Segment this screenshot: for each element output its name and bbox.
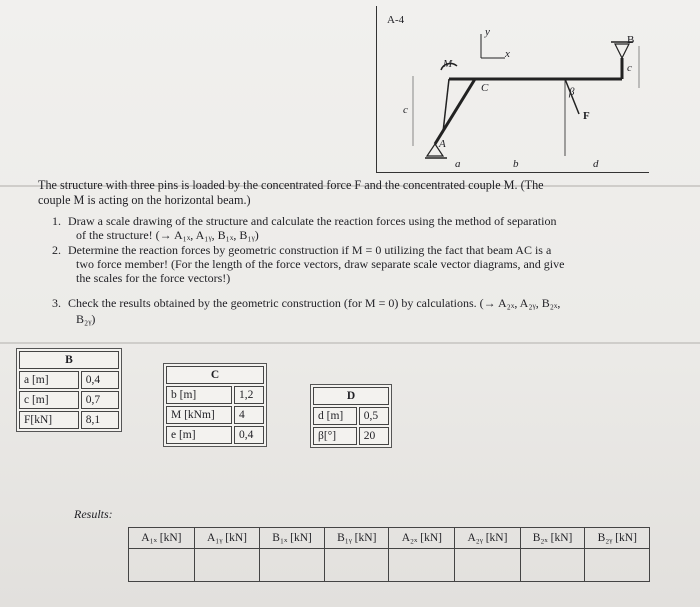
label-a: a: [455, 158, 461, 170]
param-e-label: e [m]: [166, 426, 232, 444]
results-answer-row: [129, 549, 650, 582]
task-3-line-2: B₂ᵧ): [76, 312, 96, 326]
results-header-A1y: A₁ᵧ [kN]: [194, 528, 259, 549]
param-c-value: 0,7: [81, 391, 119, 409]
result-cell-B2y[interactable]: [585, 549, 650, 582]
task-number: 2.: [52, 243, 61, 257]
task-1-line-2: of the structure! (→ A₁ₓ, A₁ᵧ, B₁ₓ, B₁ᵧ): [76, 228, 259, 242]
param-a-label: a [m]: [19, 371, 79, 389]
param-beta-value: 20: [359, 427, 389, 445]
results-table: [128, 527, 650, 582]
label-y: y: [485, 26, 490, 38]
task-3-line-1: Check the results obtained by the geometric construction (for M = 0) by calculations. (→ A₂ₓ, A₂ᵧ, B₂ₓ,: [68, 296, 561, 310]
param-e-value: 0,4: [234, 426, 264, 444]
param-F-label: F[kN]: [19, 411, 79, 429]
table-row: [313, 407, 389, 425]
param-M-value: 4: [234, 406, 264, 424]
result-cell-A2x[interactable]: [389, 549, 455, 582]
result-cell-A2y[interactable]: [455, 549, 520, 582]
results-header-A2x: A₂ₓ [kN]: [389, 528, 455, 549]
results-header-B2y: B₂ᵧ [kN]: [585, 528, 650, 549]
label-C: C: [481, 82, 489, 94]
label-c-left: c: [403, 104, 408, 116]
task-1-line-1: Draw a scale drawing of the structure and calculate the reaction forces using the method of separation: [68, 214, 557, 228]
structure-figure: [376, 6, 649, 173]
label-b: b: [513, 158, 519, 170]
label-c-right: c: [627, 62, 632, 74]
results-header-B2x: B₂ₓ [kN]: [520, 528, 585, 549]
param-F-value: 8,1: [81, 411, 119, 429]
table-D-header: D: [313, 387, 389, 405]
label-A: A: [439, 138, 446, 150]
param-b-label: b [m]: [166, 386, 232, 404]
task-2-line-2: two force member! (For the length of the force vectors, draw separate scale vector diagrams, and give: [76, 257, 565, 271]
intro-line-2: couple M is acting on the horizontal beam.): [38, 193, 251, 207]
results-header-B1x: B₁ₓ [kN]: [260, 528, 325, 549]
param-d-value: 0,5: [359, 407, 389, 425]
task-2-line-1: Determine the reaction forces by geometric construction if M = 0 utilizing the fact that beam AC is a: [68, 243, 552, 257]
table-row: [166, 426, 264, 444]
label-d: d: [593, 158, 599, 170]
results-header-B1y: B₁ᵧ [kN]: [325, 528, 389, 549]
result-cell-A1y[interactable]: [194, 549, 259, 582]
column-AC: [435, 79, 475, 144]
table-row: [19, 411, 119, 429]
table-B-header: B: [19, 351, 119, 369]
table-row: [166, 386, 264, 404]
result-cell-B2x[interactable]: [520, 549, 585, 582]
result-cell-B1y[interactable]: [325, 549, 389, 582]
label-F: F: [583, 110, 590, 122]
table-D: [310, 384, 392, 448]
param-b-value: 1,2: [234, 386, 264, 404]
results-header-A2y: A₂ᵧ [kN]: [455, 528, 520, 549]
results-header-row: [129, 528, 650, 549]
param-a-value: 0,4: [81, 371, 119, 389]
figure-title: A-4: [387, 14, 405, 26]
label-beta: β: [569, 86, 575, 98]
table-B: [16, 348, 122, 432]
table-C-header: C: [166, 366, 264, 384]
results-header-A1x: A₁ₓ [kN]: [129, 528, 195, 549]
table-row: [19, 391, 119, 409]
task-number: 3.: [52, 296, 61, 310]
task-number: 1.: [52, 214, 61, 228]
result-cell-B1x[interactable]: [260, 549, 325, 582]
paper-fold: [0, 342, 700, 344]
table-C: [163, 363, 267, 447]
task-2-line-3: the scales for the force vectors!): [76, 271, 231, 285]
label-B-top: B: [627, 34, 635, 46]
structure-diagram: [377, 6, 649, 172]
label-M: M: [443, 58, 453, 70]
param-c-label: c [m]: [19, 391, 79, 409]
param-d-label: d [m]: [313, 407, 357, 425]
param-beta-label: β[°]: [313, 427, 357, 445]
table-row: [313, 427, 389, 445]
label-x: x: [505, 48, 510, 60]
results-label: Results:: [74, 507, 113, 521]
table-row: [19, 371, 119, 389]
result-cell-A1x[interactable]: [129, 549, 195, 582]
intro-line-1: The structure with three pins is loaded by the concentrated force F and the concentrated couple M. (The: [38, 178, 544, 192]
param-M-label: M [kNm]: [166, 406, 232, 424]
pin-support-B: [615, 44, 629, 58]
table-row: [166, 406, 264, 424]
